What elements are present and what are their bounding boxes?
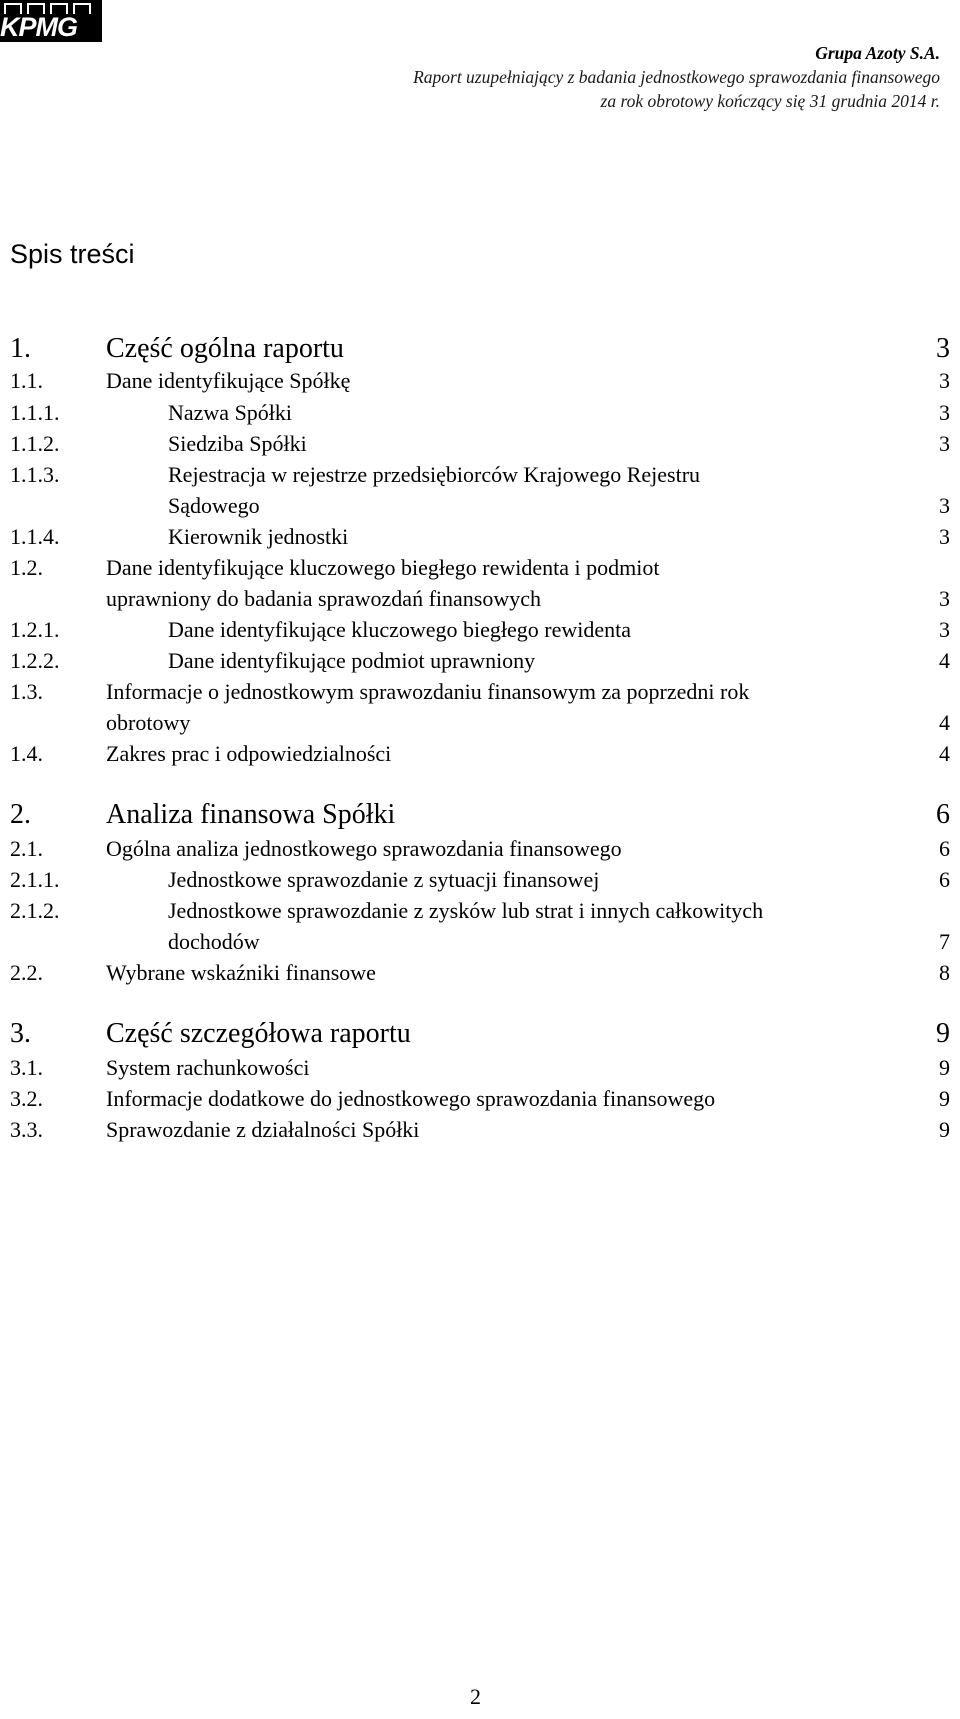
toc-entry-number: 1.1.1.: [10, 400, 60, 425]
toc-entry-page: 4: [939, 648, 950, 673]
toc-entry-page: 4: [939, 741, 950, 766]
toc-entry-number: 1.4.: [10, 741, 43, 766]
toc-entry-title: Jednostkowe sprawozdanie z sytuacji finansowej: [168, 867, 600, 892]
toc-entry-title: Część ogólna raportu: [106, 333, 344, 364]
toc-entry-title: Sprawozdanie z działalności Spółki: [106, 1117, 420, 1142]
toc-entry-page: 7: [939, 929, 950, 954]
toc-entry-number: 1.2.1.: [10, 617, 60, 642]
toc-entry-number: 2.1.2.: [10, 898, 60, 923]
kpmg-logo: [0, 0, 102, 42]
toc-entry-title: Analiza finansowa Spółki: [106, 799, 396, 830]
toc-entry-number: 1.1.4.: [10, 524, 60, 549]
toc-entry-page: 3: [939, 431, 950, 456]
toc-entry-page: 9: [939, 1055, 950, 1080]
page-number: 2: [470, 1684, 481, 1709]
toc-entry-number: 2.: [10, 799, 31, 830]
toc-entry-number: 3.2.: [10, 1086, 43, 1111]
toc-entry-number: 1.1.3.: [10, 462, 60, 487]
toc-entry-title: System rachunkowości: [106, 1055, 310, 1080]
toc-entry-number: 1.2.2.: [10, 648, 60, 673]
toc-entry-title-continued: obrotowy: [106, 710, 191, 735]
toc-entry-title: Zakres prac i odpowiedzialności: [106, 741, 392, 766]
toc-entry-title: Rejestracja w rejestrze przedsiębiorców Krajowego Rejestru: [168, 462, 701, 487]
toc-title: Spis treści: [10, 239, 135, 269]
toc-entry-number: 2.1.: [10, 836, 43, 861]
toc-entry-title: Dane identyfikujące Spółkę: [106, 368, 351, 393]
toc-entry-page: 4: [939, 710, 950, 735]
toc-entry-page: 6: [939, 867, 950, 892]
toc-entry-number: 1.: [10, 333, 31, 364]
toc-entry-number: 1.1.: [10, 368, 43, 393]
toc-entry-title: Dane identyfikujące podmiot uprawniony: [168, 648, 536, 673]
toc-entry-page: 6: [939, 836, 950, 861]
toc-entry-title: Wybrane wskaźniki finansowe: [106, 960, 376, 985]
toc-entry-page: 6: [936, 799, 950, 830]
toc-entry-number: 3.1.: [10, 1055, 43, 1080]
toc-entry-number: 2.1.1.: [10, 867, 60, 892]
toc-entry-page: 3: [939, 368, 950, 393]
toc-entry-page: 3: [939, 493, 950, 518]
header-company: Grupa Azoty S.A.: [815, 43, 940, 63]
logo-text: KPMG: [0, 12, 77, 42]
toc-entry-page: 9: [936, 1018, 950, 1049]
toc-entry-title-continued: uprawniony do badania sprawozdań finansowych: [106, 586, 541, 611]
toc-entry-title-continued: dochodów: [168, 929, 260, 954]
toc-entry-page: 9: [939, 1086, 950, 1111]
toc-entry-title: Informacje dodatkowe do jednostkowego sprawozdania finansowego: [106, 1086, 716, 1111]
toc-entry-title: Informacje o jednostkowym sprawozdaniu finansowym za poprzedni rok: [106, 679, 750, 704]
toc-entry-number: 2.2.: [10, 960, 43, 985]
toc-entry-page: 3: [939, 524, 950, 549]
toc-entry-page: 9: [939, 1117, 950, 1142]
toc-entry-number: 3.: [10, 1018, 31, 1049]
toc-entry-number: 1.1.2.: [10, 431, 60, 456]
toc-entry-number: 1.2.: [10, 555, 43, 580]
header-report-period: za rok obrotowy kończący się 31 grudnia 2014 r.: [600, 91, 940, 111]
toc-entry-title: Nazwa Spółki: [168, 400, 293, 425]
toc-entry-number: 1.3.: [10, 679, 43, 704]
toc-entry-page: 3: [939, 586, 950, 611]
toc-entry-title: Jednostkowe sprawozdanie z zysków lub strat i innych całkowitych: [168, 898, 764, 923]
toc-entry-title: Część szczegółowa raportu: [106, 1018, 411, 1049]
toc-entry-title: Ogólna analiza jednostkowego sprawozdania finansowego: [106, 836, 622, 861]
toc-entry-title: Kierownik jednostki: [168, 524, 349, 549]
toc-entry-page: 8: [939, 960, 950, 985]
toc-entry-title: Siedziba Spółki: [168, 431, 307, 456]
toc-entry-number: 3.3.: [10, 1117, 43, 1142]
page-header: [413, 41, 940, 113]
header-report-title: Raport uzupełniający z badania jednostkowego sprawozdania finansowego: [413, 67, 940, 87]
toc-entry-title: Dane identyfikujące kluczowego biegłego rewidenta: [168, 617, 632, 642]
toc-entry-title: Dane identyfikujące kluczowego biegłego rewidenta i podmiot: [106, 555, 660, 580]
toc-entry-title-continued: Sądowego: [168, 493, 260, 518]
toc-entry-page: 3: [939, 617, 950, 642]
toc-entry-page: 3: [936, 333, 950, 364]
toc-entry-page: 3: [939, 400, 950, 425]
